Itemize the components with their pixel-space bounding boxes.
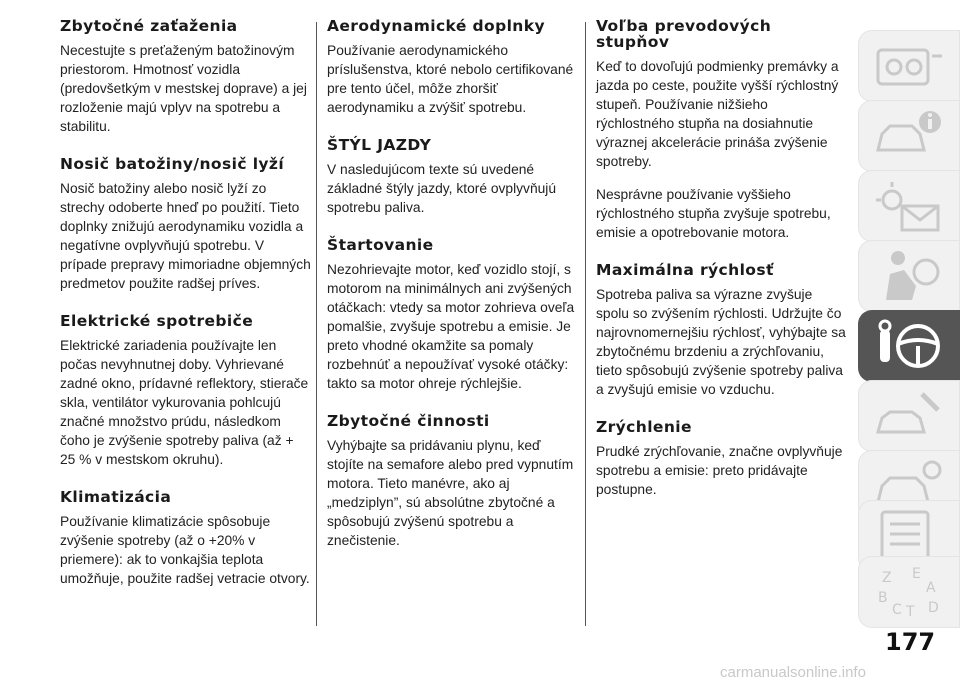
svg-text:C: C xyxy=(892,602,902,618)
text-column-1 xyxy=(60,18,312,602)
section-paragraph: Vyhýbajte sa pridávaniu plynu, keď stojíte na semafore alebo pred vypnutím motora. Tieto manévre, ako aj „medziplyn”, sú absolútne zbytočné a spôsobujú zvýšenú spotrebu a znečistenie. xyxy=(327,438,574,548)
section-paragraph: Prudké zrýchľovanie, značne ovplyvňuje spotrebu a emisie: preto pridávajte postupne. xyxy=(596,444,843,497)
column-divider xyxy=(316,22,317,626)
section-heading: Elektrické spotrebiče xyxy=(60,312,254,330)
side-tab-driving[interactable] xyxy=(858,310,960,382)
section-heading: Zbytočné zaťaženia xyxy=(60,17,238,35)
chapter-heading: ŠTÝL JAZDY xyxy=(327,136,432,154)
section-paragraph: Elektrické zariadenia používajte len počas nevyhnutnej doby. Vyhrievané zadné okno, prídavné reflektory, stierače skla, ventilátor vykurovania pohlcujú značné množstvo prúdu, následkom čoho je zvýšenie spotreby paliva (až + 25 % v mestskom okruhu). xyxy=(60,338,309,467)
side-tab-index[interactable] xyxy=(858,556,960,628)
svg-text:A: A xyxy=(926,580,936,596)
svg-text:E: E xyxy=(912,566,921,582)
section-paragraph: Nosič batožiny alebo nosič lyží zo strechy odoberte hneď po použití. Tieto doplnky znižujú aerodynamiku vozidla a negatívne ovplyvňujú spotrebu. V prípade prepravy mimoriadne objemných predmetov použite radšej príves. xyxy=(60,181,311,291)
column-divider xyxy=(585,22,586,626)
section-heading: Nosič batožiny/nosič lyží xyxy=(60,155,285,173)
section-paragraph: Používanie klimatizácie spôsobuje zvýšenie spotreby (až o +20% v priemere): ak to vonkajšia teplota umožňuje, použite radšej vetracie otvory. xyxy=(60,514,310,586)
section-paragraph: Nesprávne používanie vyššieho rýchlostného stupňa zvyšuje spotrebu, emisie a opotrebovanie motora. xyxy=(596,187,831,240)
section-paragraph: Používanie aerodynamického príslušenstva, ktoré nebolo certifikované pre tento účel, môže zhoršiť aerodynamiku a zvýšiť spotrebu. xyxy=(327,43,574,115)
text-column-3 xyxy=(596,18,848,513)
car-dashboard-icon xyxy=(872,36,946,96)
section-heading: Voľba prevodových stupňov xyxy=(596,17,772,51)
section-paragraph: Keď to dovoľujú podmienky premávky a jazda po ceste, použite vyšší rýchlostný stupeň. Používanie nižšieho rýchlostného stupňa na dosiahnutie výraznej akcelerácie prináša zvýšenie spotreby. xyxy=(596,59,839,169)
key-steering-wheel-icon xyxy=(872,316,946,376)
section-paragraph: Spotreba paliva sa výrazne zvyšuje spolu so zvýšením rýchlosti. Udržujte čo najrovnomernejšiu rýchlosť, vyhýbajte sa zbytočnému brzdeniu a zrýchľovaniu, tieto spôsobujú zvýšenie spotreby paliva a zvyšujú emisie vo vzduchu. xyxy=(596,287,846,397)
svg-text:Z: Z xyxy=(882,570,892,586)
svg-text:T: T xyxy=(906,604,915,620)
section-heading: Maximálna rýchlosť xyxy=(596,261,774,279)
section-paragraph: Nezohrievajte motor, keď vozidlo stojí, s motorom na minimálnych ani zvýšených otáčkach: vtedy sa motor zohrieva oveľa pomalšie, zvyšuje spotrebu a emisie. Je preto vhodné okamžite sa pomaly rozbehnúť a nepoužívať vysoké otáčky: takto sa motor ohreje rýchlejšie. xyxy=(327,262,575,391)
text-column-2 xyxy=(327,18,579,564)
section-heading: Zbytočné činnosti xyxy=(327,412,490,430)
watermark-text: carmanualsonline.info xyxy=(720,664,866,681)
section-heading: Aerodynamické doplnky xyxy=(327,17,545,35)
warning-light-envelope-icon xyxy=(872,176,946,236)
side-tab-safety[interactable] xyxy=(858,240,960,312)
section-heading: Klimatizácia xyxy=(60,488,172,506)
section-paragraph: V nasledujúcom texte sú uvedené základné štýly jazdy, ktoré ovplyvňujú spotrebu paliva. xyxy=(327,162,557,215)
alphabet-index-icon xyxy=(872,562,946,622)
side-tab-warnings[interactable] xyxy=(858,170,960,242)
section-paragraph: Necestujte s preťaženým batožinovým priestorom. Hmotnosť vozidla (predovšetkým v mestskej doprave) a jej rozloženie majú vplyv na spotrebu a stabilitu. xyxy=(60,43,307,134)
section-heading: Štartovanie xyxy=(327,236,434,254)
svg-text:D: D xyxy=(928,600,939,616)
car-info-icon xyxy=(872,106,946,166)
airbag-passenger-icon xyxy=(872,246,946,306)
side-tab-emergency[interactable] xyxy=(858,380,960,452)
svg-text:B: B xyxy=(878,590,888,606)
wrench-car-icon xyxy=(872,386,946,446)
side-tab-info[interactable] xyxy=(858,100,960,172)
section-heading: Zrýchlenie xyxy=(596,418,692,436)
page-number: 177 xyxy=(885,628,936,656)
side-tab-dashboard[interactable] xyxy=(858,30,960,102)
